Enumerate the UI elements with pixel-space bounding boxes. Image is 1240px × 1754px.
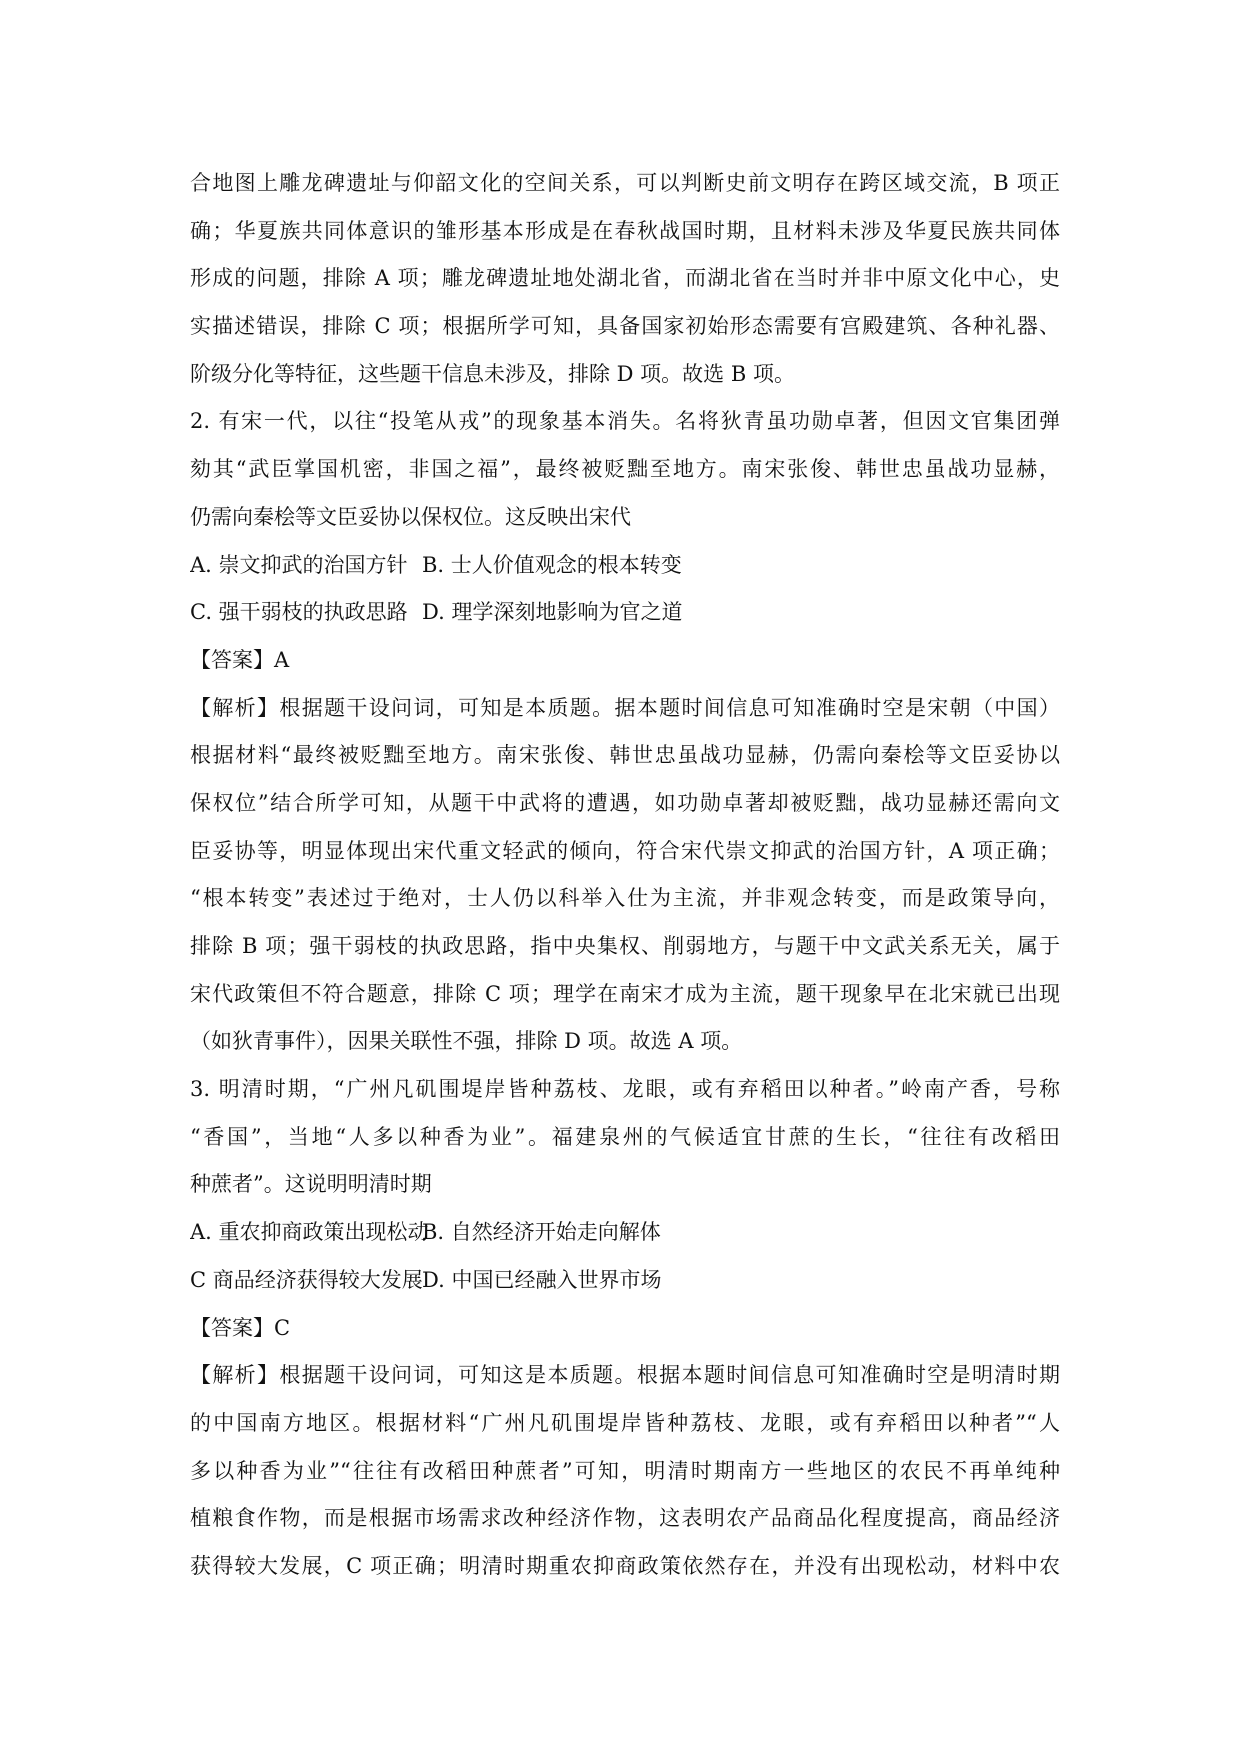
question-2 — [190, 398, 1060, 1066]
option-a: A. 重农抑商政策出现松动 — [190, 1220, 429, 1245]
document-page — [190, 160, 1060, 1591]
options-row — [190, 589, 1060, 637]
analysis-line: 排除 B 项；强干弱枝的执政思路，指中央集权、削弱地方，与题干中文武关系无关，属于 — [190, 934, 1060, 958]
analysis-line: 【解析】根据题干设问词，可知是本质题。据本题时间信息可知准确时空是宋朝（中国） — [190, 695, 1060, 720]
option-b: B. 士人价值观念的根本转变 — [422, 552, 682, 577]
option-c: C. 强干弱枝的执政思路 — [190, 600, 408, 625]
analysis-line: 植粮食作物，而是根据市场需求改种经济作物，这表明农产品商品化程度提高，商品经济 — [190, 1506, 1060, 1531]
options-row — [190, 1257, 1060, 1305]
analysis-line: 的中国南方地区。根据材料“广州凡矶围堤岸皆种荔枝、龙眼，或有弃稻田以种者”“人 — [190, 1410, 1060, 1435]
options-row — [190, 1209, 1060, 1257]
text-line: 合地图上雕龙碑遗址与仰韶文化的空间关系，可以判断史前文明存在跨区域交流，B 项正 — [190, 171, 1060, 195]
text-line: 形成的问题，排除 A 项；雕龙碑遗址地处湖北省，而湖北省在当时并非中原文化中心，史 — [190, 266, 1060, 291]
paragraph-previous-analysis — [190, 160, 1060, 398]
analysis-line: 【解析】根据题干设问词，可知这是本质题。根据本题时间信息可知准确时空是明清时期 — [190, 1363, 1060, 1388]
analysis-line: 获得较大发展，C 项正确；明清时期重农抑商政策依然存在，并没有出现松动，材料中农 — [190, 1553, 1060, 1578]
option-c: C 商品经济获得较大发展 — [190, 1267, 423, 1292]
question-stem-line: 3. 明清时期，“广州凡矶围堤岸皆种荔枝、龙眼，或有弃稻田以种者。”岭南产香，号称 — [190, 1077, 1060, 1102]
analysis-line: 臣妥协等，明显体现出宋代重文轻武的倾向，符合宋代崇文抑武的治国方针，A 项正确； — [190, 838, 1060, 863]
text-line: 阶级分化等特征，这些题干信息未涉及，排除 D 项。故选 B 项。 — [190, 361, 795, 386]
analysis-line: 根据材料“最终被贬黜至地方。南宋张俊、韩世忠虽战功显赫，仍需向秦桧等文臣妥协以 — [190, 743, 1060, 768]
analysis-line: （如狄青事件），因果关联性不强，排除 D 项。故选 A 项。 — [190, 1029, 743, 1054]
text-line: 确；华夏族共同体意识的雏形基本形成是在春秋战国时期，且材料未涉及华夏民族共同体 — [190, 218, 1060, 243]
answer-line: 【答案】A — [190, 647, 290, 672]
options-row — [190, 542, 1060, 590]
answer-line: 【答案】C — [190, 1315, 291, 1340]
option-d: D. 理学深刻地影响为官之道 — [422, 600, 683, 625]
question-stem-line: 劾其“武臣掌国机密，非国之福”，最终被贬黜至地方。南宋张俊、韩世忠虽战功显赫， — [190, 457, 1060, 482]
analysis-line: “根本转变”表述过于绝对，士人仍以科举入仕为主流，并非观念转变，而是政策导向， — [190, 886, 1060, 911]
question-stem-line: 2. 有宋一代，以往“投笔从戎”的现象基本消失。名将狄青虽功勋卓著，但因文官集团弹 — [190, 409, 1060, 434]
question-stem-line: 种蔗者”。这说明明清时期 — [190, 1172, 432, 1197]
question-stem-line: 仍需向秦桧等文臣妥协以保权位。这反映出宋代 — [190, 504, 631, 529]
option-b: B. 自然经济开始走向解体 — [422, 1220, 661, 1245]
text-line: 实描述错误，排除 C 项；根据所学可知，具备国家初始形态需要有宫殿建筑、各种礼器、 — [190, 314, 1060, 339]
analysis-line: 宋代政策但不符合题意，排除 C 项；理学在南宋才成为主流，题干现象早在北宋就已出现 — [190, 981, 1060, 1006]
analysis-block — [190, 1352, 1060, 1590]
question-stem-line: “香国”，当地“人多以种香为业”。福建泉州的气候适宜甘蔗的生长，“往往有改稻田 — [190, 1124, 1060, 1149]
option-d: D. 中国已经融入世界市场 — [422, 1267, 662, 1292]
analysis-block — [190, 685, 1060, 1067]
analysis-line: 多以种香为业”“往往有改稻田种蔗者”可知，明清时期南方一些地区的农民不再单纯种 — [190, 1458, 1060, 1483]
analysis-line: 保权位”结合所学可知，从题干中武将的遭遇，如功勋卓著却被贬黜，战功显赫还需向文 — [190, 790, 1060, 815]
option-a: A. 崇文抑武的治国方针 — [190, 552, 408, 577]
question-3 — [190, 1066, 1060, 1591]
